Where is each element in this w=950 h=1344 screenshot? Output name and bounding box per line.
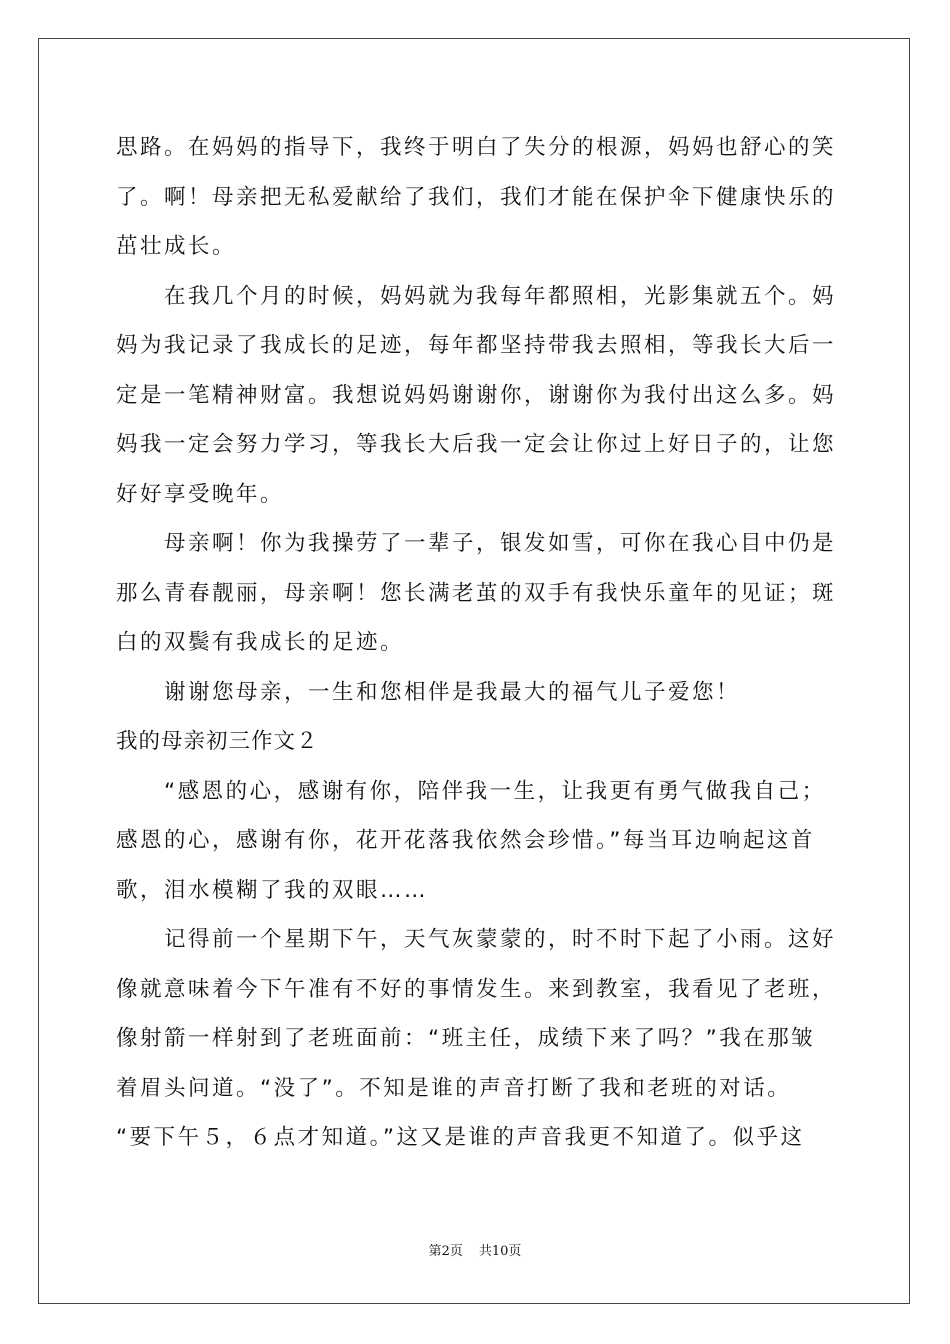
section-heading: 我的母亲初三作文２	[116, 729, 319, 754]
text-line: 妈为我记录了我成长的足迹，每年都坚持带我去照相，等我长大后一	[116, 333, 837, 358]
text-line: 定是一笔精神财富。我想说妈妈谢谢你，谢谢你为我付出这么多。妈	[116, 382, 837, 408]
text-line: 像就意味着今下午准有不好的事情发生。来到教室，我看见了老班，	[116, 976, 837, 1002]
page-total: 共10页	[478, 1244, 522, 1259]
document-body	[116, 127, 836, 1167]
text-line: 歌，泪水模糊了我的双眼……	[116, 877, 429, 903]
text-line: 着眉头问道。“没了”。不知是谁的声音打断了我和老班的对话。	[116, 1075, 792, 1101]
text-line: 在我几个月的时候，妈妈就为我每年都照相，光影集就五个。妈	[116, 283, 837, 309]
text-line: 妈我一定会努力学习，等我长大后我一定会让你过上好日子的，让您	[116, 432, 837, 457]
text-line: 白的双鬓有我成长的足迹。	[116, 630, 405, 655]
text-line: 母亲啊！你为我操劳了一辈子，银发如雪，可你在我心目中仍是	[116, 531, 837, 556]
text-line: 那么青春靓丽，母亲啊！您长满老茧的双手有我快乐童年的见证；斑	[116, 580, 837, 606]
text-line: 感恩的心，感谢有你，花开花落我依然会珍惜。”每当耳边响起这首	[116, 828, 815, 853]
text-line: 茁壮成长。	[116, 234, 237, 259]
page-number: 第2页	[428, 1244, 463, 1259]
text-line: 思路。在妈妈的指导下，我终于明白了失分的根源，妈妈也舒心的笑	[116, 135, 837, 160]
text-line: 像射箭一样射到了老班面前：“班主任，成绩下来了吗？”我在那皱	[116, 1026, 816, 1051]
page-footer	[0, 1240, 950, 1259]
text-line: “感恩的心，感谢有你，陪伴我一生，让我更有勇气做我自己；	[116, 778, 826, 804]
text-line: 了。啊！母亲把无私爱献给了我们，我们才能在保护伞下健康快乐的	[116, 184, 837, 210]
text-line: 记得前一个星期下午，天气灰蒙蒙的，时不时下起了小雨。这好	[116, 927, 837, 952]
text-line: 好好享受晚年。	[116, 481, 285, 507]
text-line: 谢谢您母亲，一生和您相伴是我最大的福气儿子爱您！	[116, 679, 741, 705]
text-line: “要下午５，６点才知道。”这又是谁的声音我更不知道了。似乎这	[116, 1125, 805, 1150]
